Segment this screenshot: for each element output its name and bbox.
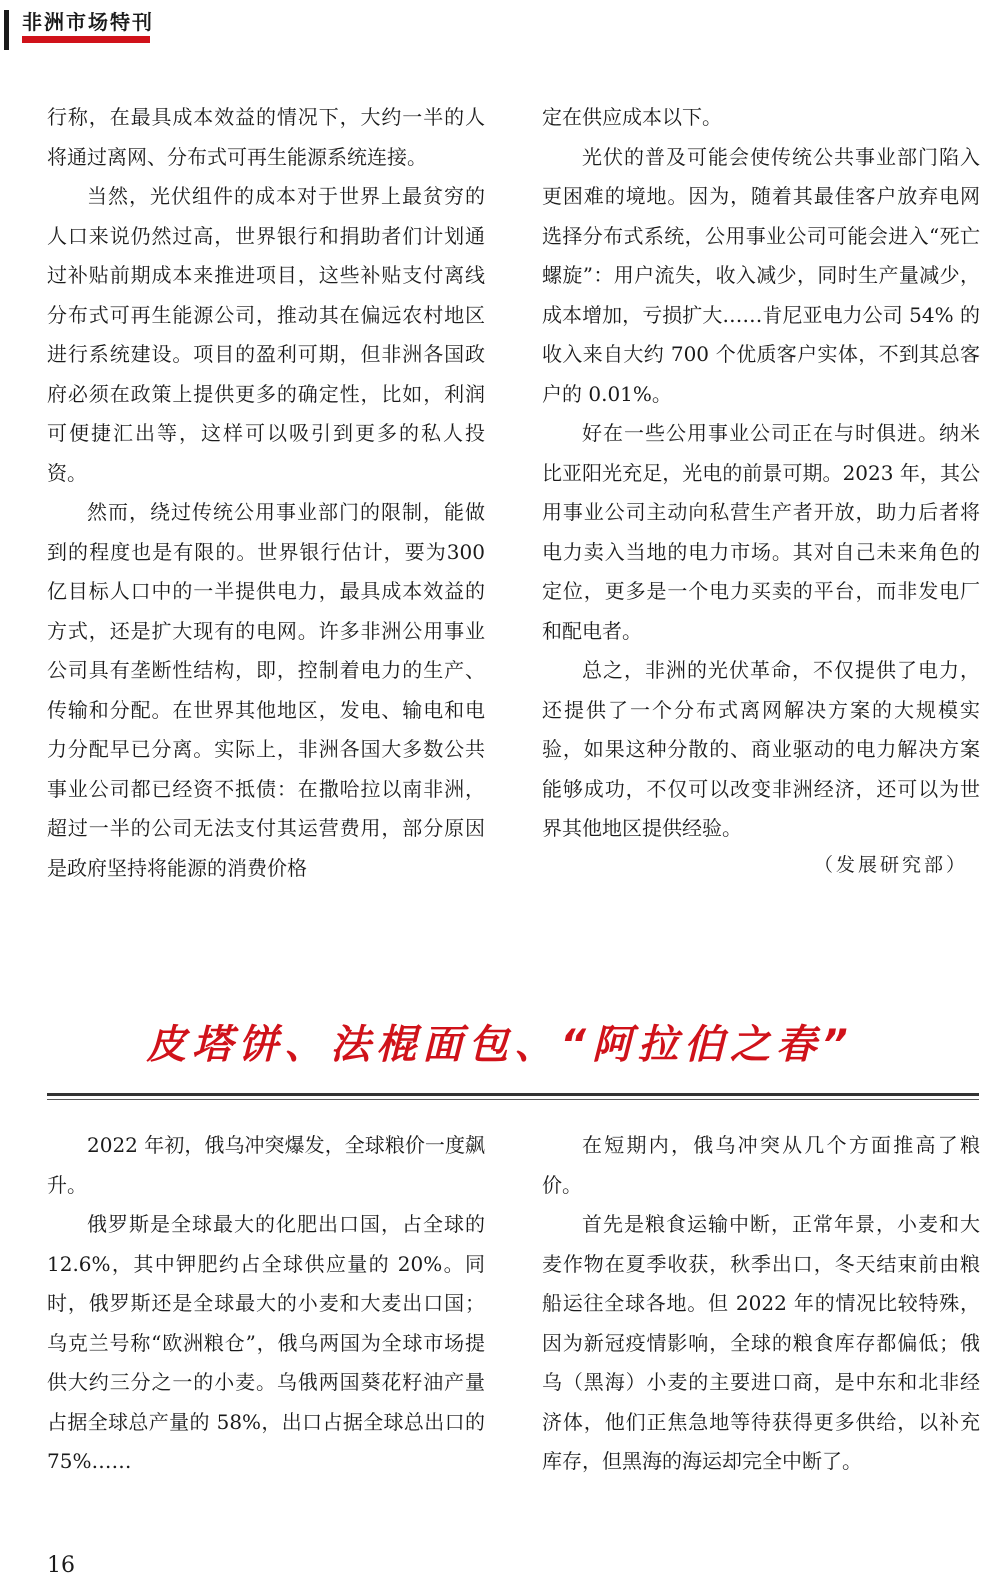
paragraph: 当然，光伏组件的成本对于世界上最贫穷的人口来说仍然过高，世界银行和捐助者们计划通过补贴前期成本来推进项目，这些补贴支付离线分布式可再生能源公司，推动其在偏远农村地区进行系统建设。项目的盈利可期，但非洲各国政府必须在政策上提供更多的确定性，比如，利润可便捷汇出等，这样可以吸引到更多的私人投资。 bbox=[47, 184, 485, 485]
title-rule-thin bbox=[47, 1099, 979, 1100]
article-title: 皮塔饼、法棍面包、“阿拉伯之春” bbox=[146, 1022, 854, 1068]
paragraph: 定在供应成本以下。 bbox=[542, 105, 722, 129]
article-signature: （发展研究部） bbox=[813, 854, 968, 876]
paragraph: 光伏的普及可能会使传统公共事业部门陷入更困难的境地。因为，随着其最佳客户放弃电网选择分布式系统，公用事业公司可能会进入“死亡螺旋”：用户流失，收入减少，同时生产量减少，成本增加，亏损扩大……肯尼亚电力公司 54% 的收入来自大约 700 个优质客户实体，不到其总客户的 0.01%。 bbox=[542, 144, 980, 406]
paragraph: 然而，绕过传统公用事业部门的限制，能做到的程度也是有限的。世界银行估计，要为300亿目标人口中的一半提供电力，最具成本效益的方式，还是扩大现有的电网。许多非洲公用事业公司具有垄断性结构，即，控制着电力的生产、传输和分配。在世界其他地区，发电、输电和电力分配早已分离。实际上，非洲各国大多数公共事业公司都已经资不抵债：在撒哈拉以南非洲，超过一半的公司无法支付其运营费用，部分原因是政府坚持将能源的消费价格 bbox=[47, 500, 485, 880]
page-number: 16 bbox=[47, 1553, 75, 1578]
paragraph: 行称，在最具成本效益的情况下，大约一半的人将通过离网、分布式可再生能源系统连接。 bbox=[47, 105, 485, 169]
running-header bbox=[0, 4, 160, 40]
header-title: 非洲市场特刊 bbox=[22, 10, 154, 34]
header-red-bar bbox=[22, 36, 150, 43]
article1-column-left bbox=[47, 98, 485, 888]
article1-column-right bbox=[542, 98, 980, 849]
paragraph: 好在一些公用事业公司正在与时俱进。纳米比亚阳光充足，光电的前景可期。2023 年，其公用事业公司主动向私营生产者开放，助力后者将电力卖入当地的电力市场。其对自己未来角色的定位，更多是一个电力买卖的平台，而非发电厂和配电者。 bbox=[542, 421, 980, 643]
article2-column-left bbox=[47, 1126, 485, 1482]
paragraph: 2022 年初，俄乌冲突爆发，全球粮价一度飙升。 bbox=[47, 1133, 485, 1197]
paragraph: 首先是粮食运输中断，正常年景，小麦和大麦作物在夏季收获，秋季出口，冬天结束前由粮船运往全球各地。但 2022 年的情况比较特殊，因为新冠疫情影响，全球的粮食库存都偏低；俄乌（黑海）小麦的主要进口商，是中东和北非经济体，他们正焦急地等待获得更多供给，以补充库存，但黑海的海运却完全中断了。 bbox=[542, 1212, 980, 1473]
paragraph: 在短期内，俄乌冲突从几个方面推高了粮价。 bbox=[542, 1133, 980, 1197]
article2-column-right bbox=[542, 1126, 980, 1482]
paragraph: 总之，非洲的光伏革命，不仅提供了电力，还提供了一个分布式离网解决方案的大规模实验，如果这种分散的、商业驱动的电力解决方案能够成功，不仅可以改变非洲经济，还可以为世界其他地区提供经验。 bbox=[542, 658, 980, 840]
header-bar bbox=[4, 10, 9, 50]
paragraph: 俄罗斯是全球最大的化肥出口国，占全球的 12.6%，其中钾肥约占全球供应量的 20%。同时，俄罗斯还是全球最大的小麦和大麦出口国；乌克兰号称“欧洲粮仓”，俄乌两国为全球市场提供大约三分之一的小麦。乌俄两国葵花籽油产量占据全球总产量的 58%，出口占据全球总出口的 75%…… bbox=[47, 1212, 485, 1473]
title-rule-thick bbox=[47, 1093, 979, 1096]
